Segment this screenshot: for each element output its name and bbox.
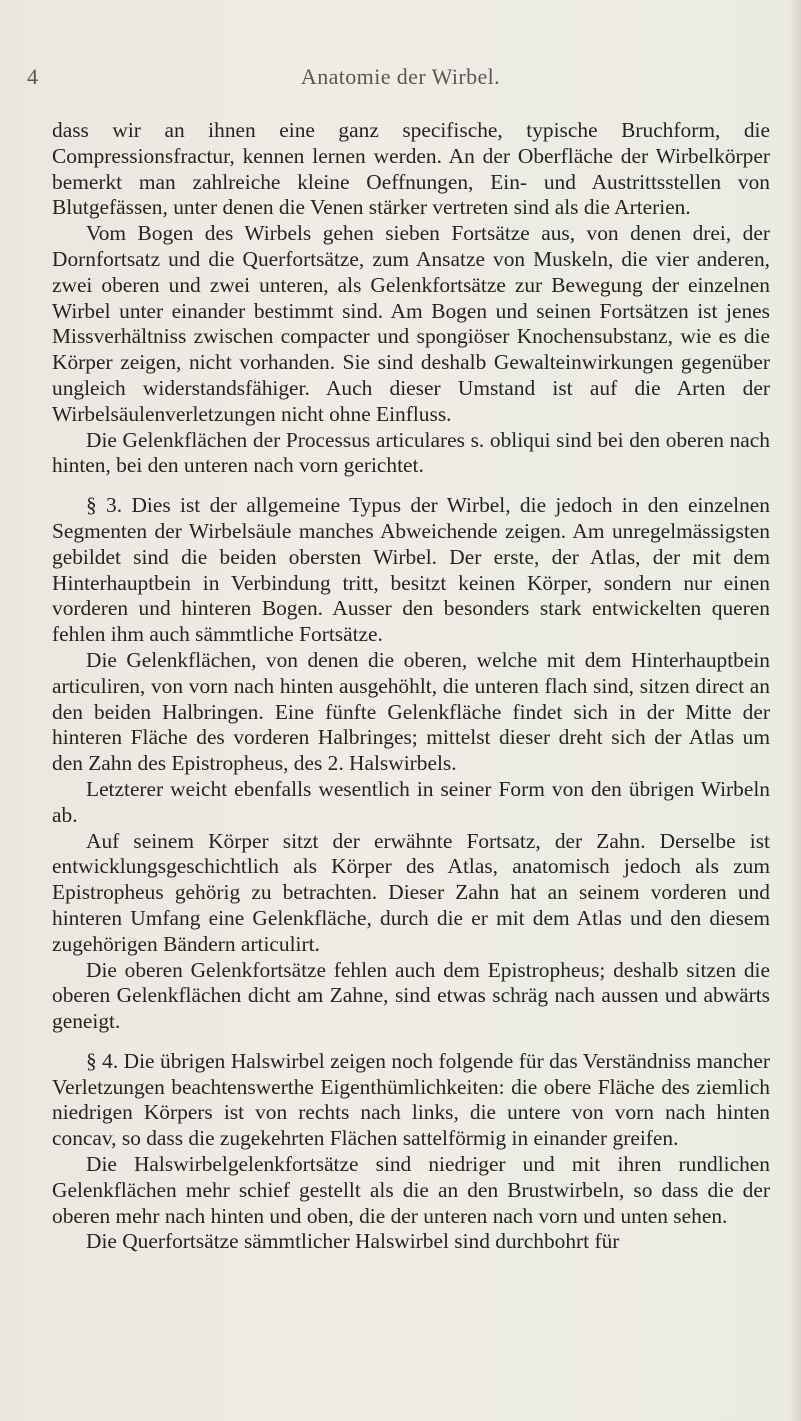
- section-paragraph: § 4. Die übrigen Halswirbel zeigen noch folgende für das Verständniss mancher Verletzungen beachtenswerthe Eigenthümlichkeiten: die obere Fläche des ziemlich niedrigen Körpers ist von rechts nach links, die untere von vorn nach hinten concav, so dass die zugekehrten Flächen sattelförmig in einander greifen.: [52, 1048, 770, 1151]
- paragraph: Die Querfortsätze sämmtlicher Halswirbel sind durchbohrt für: [86, 1229, 620, 1254]
- page-edge-shadow: [787, 0, 801, 1421]
- running-title: Anatomie der Wirbel.: [300, 64, 501, 89]
- paragraph: dass wir an ihnen eine ganz specifische, typische Bruchform, die Compressionsfractur, kennen lernen werden. An der Oberfläche der Wirbelkörper bemerkt man zahlreiche kleine Oeffnungen, Ein- und Austrittsstellen von Blutgefässen, unter denen die Venen stärker vertreten sind als die Arterien.: [52, 118, 770, 220]
- paragraph: Die Gelenkflächen der Processus articulares s. obliqui sind bei den oberen nach hinten, bei den unteren nach vorn gerichtet.: [52, 427, 770, 478]
- section-paragraph: § 3. Dies ist der allgemeine Typus der Wirbel, die jedoch in den einzelnen Segmenten der Wirbelsäule manches Abweichende zeigen. Am unregelmässigsten gebildet sind die beiden obersten Wirbel. Der erste, der Atlas, der mit dem Hinterhauptbein in Verbindung tritt, besitzt keinen Körper, sondern nur einen vorderen und hinteren Bogen. Ausser den besonders stark entwickelten queren fehlen ihm auch sämmtliche Fortsätze.: [52, 493, 770, 647]
- paragraph: Die Gelenkflächen, von denen die oberen, welche mit dem Hinterhauptbein articuliren, von vorn nach hinten ausgehöhlt, die unteren flach sind, sitzen direct an den beiden Halbringen. Eine fünfte Gelenkfläche findet sich in der Mitte der hinteren Fläche des vorderen Halbringes; mittelst dieser dreht sich der Atlas um den Zahn des Epistropheus, des 2. Halswirbels.: [52, 647, 770, 776]
- page-header: [0, 64, 801, 94]
- paragraph: Auf seinem Körper sitzt der erwähnte Fortsatz, der Zahn. Derselbe ist entwicklungsgeschichtlich als Körper des Atlas, anatomisch jedoch als zum Epistropheus gehörig zu betrachten. Dieser Zahn hat an seinem vorderen und hinteren Umfang eine Gelenkfläche, durch die er mit dem Atlas und den diesem zugehörigen Bändern articulirt.: [52, 828, 770, 956]
- paragraph: Die oberen Gelenkfortsätze fehlen auch dem Epistropheus; deshalb sitzen die oberen Gelenkflächen dicht am Zahne, sind etwas schräg nach aussen und abwärts geneigt.: [52, 957, 770, 1034]
- paragraph: Letzterer weicht ebenfalls wesentlich in seiner Form von den übrigen Wirbeln ab.: [52, 776, 770, 827]
- text-body: [52, 118, 770, 1255]
- paragraph: Vom Bogen des Wirbels gehen sieben Fortsätze aus, von denen drei, der Dornfortsatz und die Querfortsätze, zum Ansatze von Muskeln, die vier anderen, zwei oberen und zwei unteren, als Gelenkfortsätze zur Bewegung der einzelnen Wirbel unter einander bestimmt sind. Am Bogen und seinen Fortsätzen ist jenes Missverhältniss zwischen compacter und spongiöser Knochensubstanz, wie es die Körper zeigen, nicht vorhanden. Sie sind deshalb Gewalteinwirkungen gegenüber ungleich widerstandsfähiger. Auch dieser Umstand ist auf die Arten der Wirbelsäulenverletzungen nicht ohne Einfluss.: [52, 221, 770, 426]
- paragraph: Die Halswirbelgelenkfortsätze sind niedriger und mit ihren rundlichen Gelenkflächen mehr schief gestellt als die an den Brustwirbeln, so dass die der oberen mehr nach hinten und oben, die der unteren nach vorn und unten sehen.: [52, 1152, 770, 1228]
- page-number: 4: [27, 64, 38, 89]
